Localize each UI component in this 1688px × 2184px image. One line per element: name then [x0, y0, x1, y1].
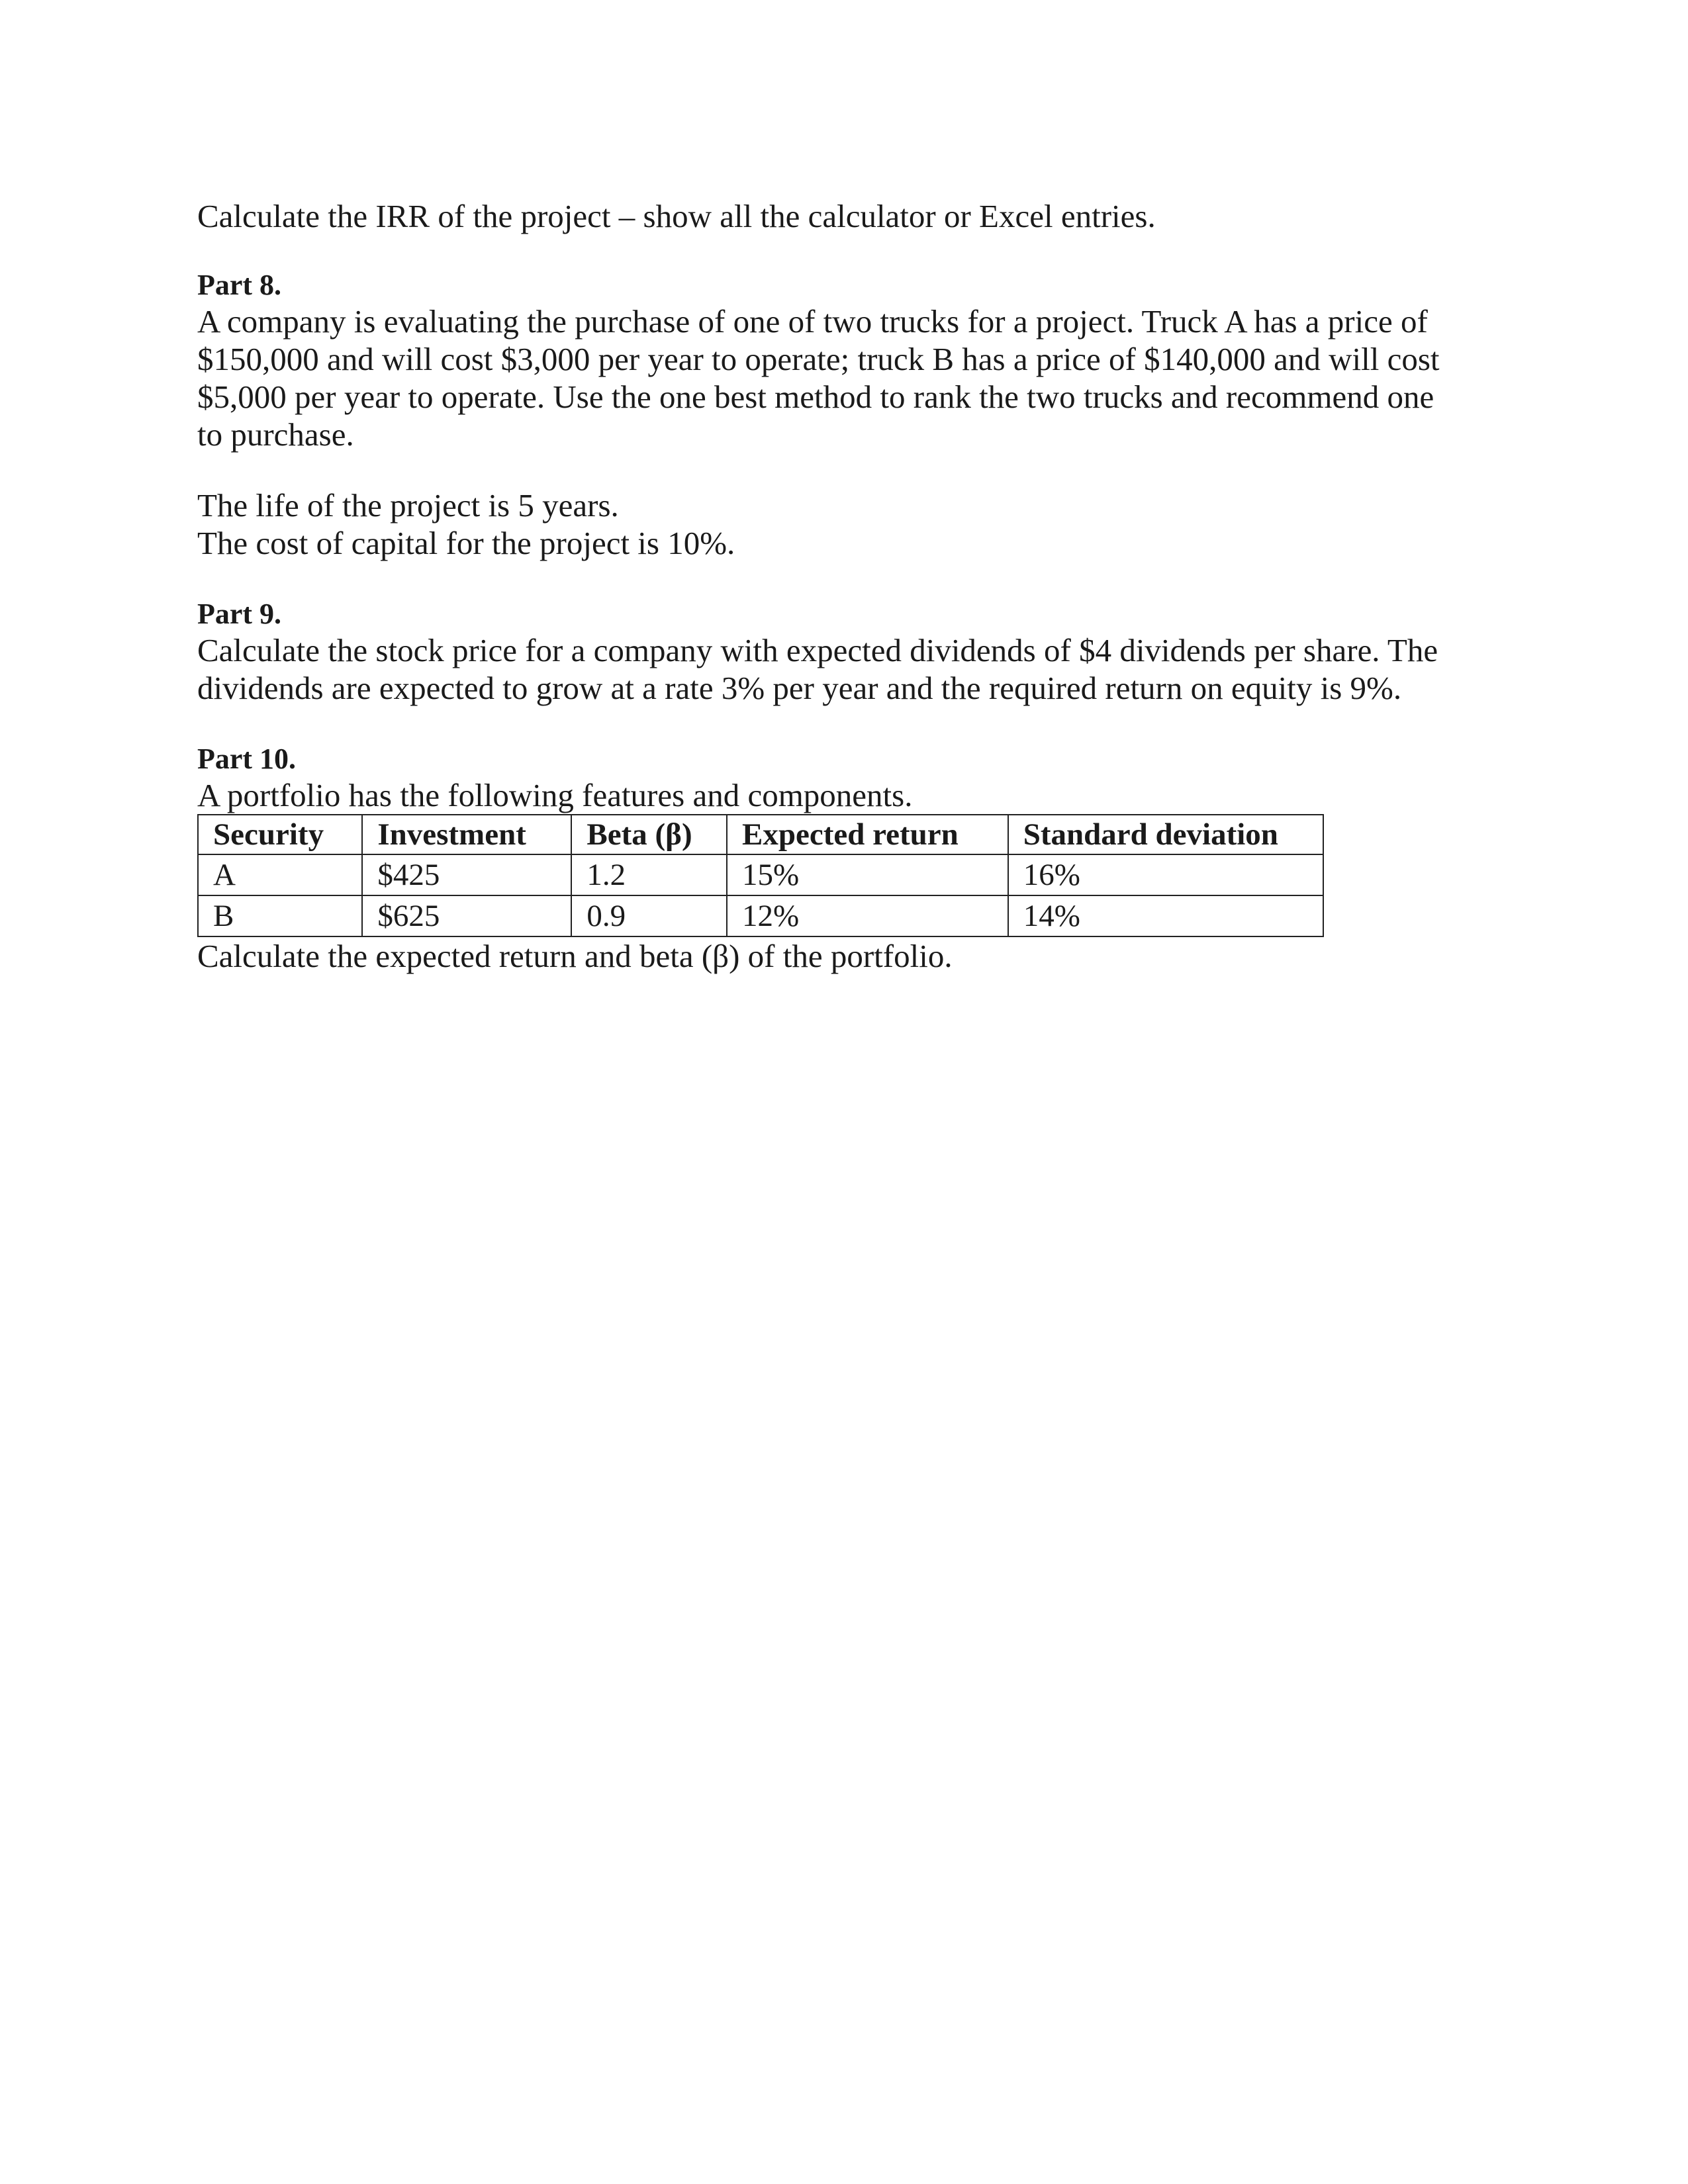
- part-8-line: $150,000 and will cost $3,000 per year to operate; truck B has a price of $140,000 and will cost: [197, 341, 1440, 377]
- part-9-heading: Part 9.: [197, 598, 282, 630]
- table-row: [198, 854, 1323, 895]
- part-9: [197, 597, 1508, 707]
- part-8-paragraph: [197, 302, 1508, 453]
- part-8: [197, 268, 1508, 562]
- header-standard-deviation: Standard deviation: [1008, 815, 1323, 854]
- cell-investment: $625: [362, 895, 571, 936]
- table-header-row: [198, 815, 1323, 854]
- document-page: [197, 197, 1508, 975]
- part-8-line: $5,000 per year to operate. Use the one best method to rank the two trucks and recommend one: [197, 379, 1434, 415]
- cell-standard-deviation: 16%: [1008, 854, 1323, 895]
- portfolio-table: [197, 814, 1324, 937]
- cell-standard-deviation: 14%: [1008, 895, 1323, 936]
- part-8-line: A company is evaluating the purchase of one of two trucks for a project. Truck A has a price of: [197, 303, 1428, 340]
- project-life-text: The life of the project is 5 years.: [197, 487, 619, 523]
- part-9-paragraph: [197, 631, 1508, 707]
- cell-beta: 1.2: [571, 854, 727, 895]
- part-10-heading: Part 10.: [197, 743, 297, 775]
- header-beta: Beta (β): [571, 815, 727, 854]
- part-10: [197, 742, 1508, 975]
- part-9-line: dividends are expected to grow at a rate 3% per year and the required return on equity is 9%.: [197, 670, 1402, 706]
- intro-text: Calculate the IRR of the project – show all the calculator or Excel entries.: [197, 198, 1156, 234]
- cell-expected-return: 12%: [727, 895, 1008, 936]
- portfolio-intro: A portfolio has the following features and components.: [197, 777, 913, 813]
- header-expected-return: Expected return: [727, 815, 1008, 854]
- cell-investment: $425: [362, 854, 571, 895]
- part-9-line: Calculate the stock price for a company with expected dividends of $4 dividends per share. The: [197, 632, 1438, 668]
- part-8-heading: Part 8.: [197, 269, 282, 301]
- portfolio-question: Calculate the expected return and beta (β) of the portfolio.: [197, 938, 953, 974]
- cell-security: B: [198, 895, 362, 936]
- cell-expected-return: 15%: [727, 854, 1008, 895]
- table-row: [198, 895, 1323, 936]
- cell-beta: 0.9: [571, 895, 727, 936]
- cost-of-capital-text: The cost of capital for the project is 10%.: [197, 525, 735, 561]
- header-security: Security: [198, 815, 362, 854]
- cell-security: A: [198, 854, 362, 895]
- header-investment: Investment: [362, 815, 571, 854]
- part-8-line: to purchase.: [197, 416, 354, 453]
